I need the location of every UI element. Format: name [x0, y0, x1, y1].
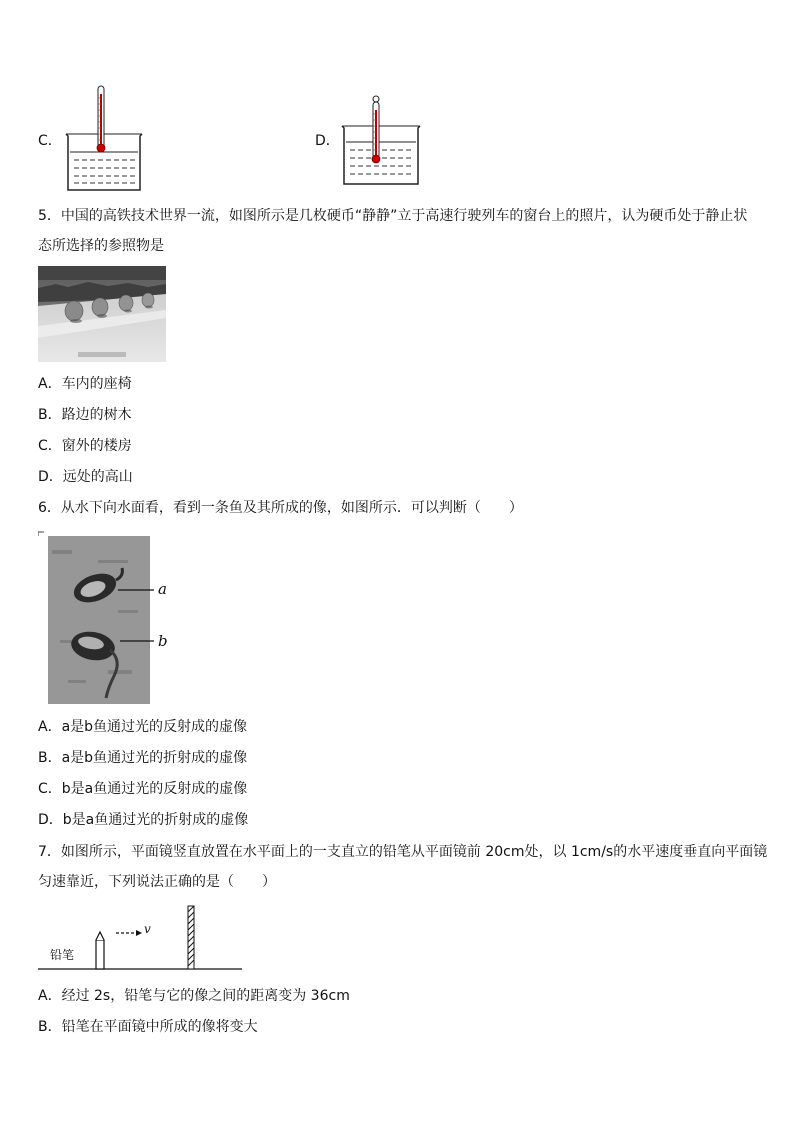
coins-on-windowsill-photo: [38, 266, 166, 362]
fish-label-a: a: [158, 580, 167, 598]
q5-option-d: D．远处的高山: [38, 469, 133, 485]
q7-stem-line1: 7．如图所示，平面镜竖直放置在水平面上的一支直立的铅笔从平面镜前 20cm处，以 1cm/s的水平速度垂直向平面镜: [38, 844, 768, 860]
velocity-label: v: [144, 922, 151, 936]
q7-option-a: A．经过 2s，铅笔与它的像之间的距离变为 36cm: [38, 988, 350, 1004]
q5-option-c: C．窗外的楼房: [38, 438, 132, 454]
q7-stem-line2: 匀速靠近，下列说法正确的是（ ）: [38, 874, 276, 890]
fish-reflection-photo: [38, 530, 188, 706]
option-d-label: D．: [315, 133, 340, 149]
q5-stem-line2: 态所选择的参照物是: [38, 238, 164, 254]
q5-stem-line1: 5．中国的高铁技术世界一流，如图所示是几枚硬币“静静”立于高速行驶列车的窗台上的照片，认为硬币处于静止状: [38, 208, 748, 224]
pencil-mirror-figure: [38, 904, 244, 974]
q6-stem: 6．从水下向水面看，看到一条鱼及其所成的像，如图所示．可以判断（ ）: [38, 500, 523, 516]
q6-option-b: B．a是b鱼通过光的折射成的虚像: [38, 750, 248, 766]
q5-option-b: B．路边的树木: [38, 407, 132, 423]
q6-option-c: C．b是a鱼通过光的反射成的虚像: [38, 781, 248, 797]
q6-option-a: A．a是b鱼通过光的反射成的虚像: [38, 719, 248, 735]
pencil-label: 铅笔: [50, 948, 75, 962]
q6-option-d: D．b是a鱼通过光的折射成的虚像: [38, 812, 249, 828]
thermometer-beaker-figure-d: [338, 90, 426, 188]
thermometer-beaker-figure-c: [60, 82, 150, 194]
option-c-label: C．: [38, 133, 62, 149]
q7-option-b: B．铅笔在平面镜中所成的像将变大: [38, 1019, 258, 1035]
q5-option-a: A．车内的座椅: [38, 376, 132, 392]
fish-label-b: b: [158, 632, 168, 650]
